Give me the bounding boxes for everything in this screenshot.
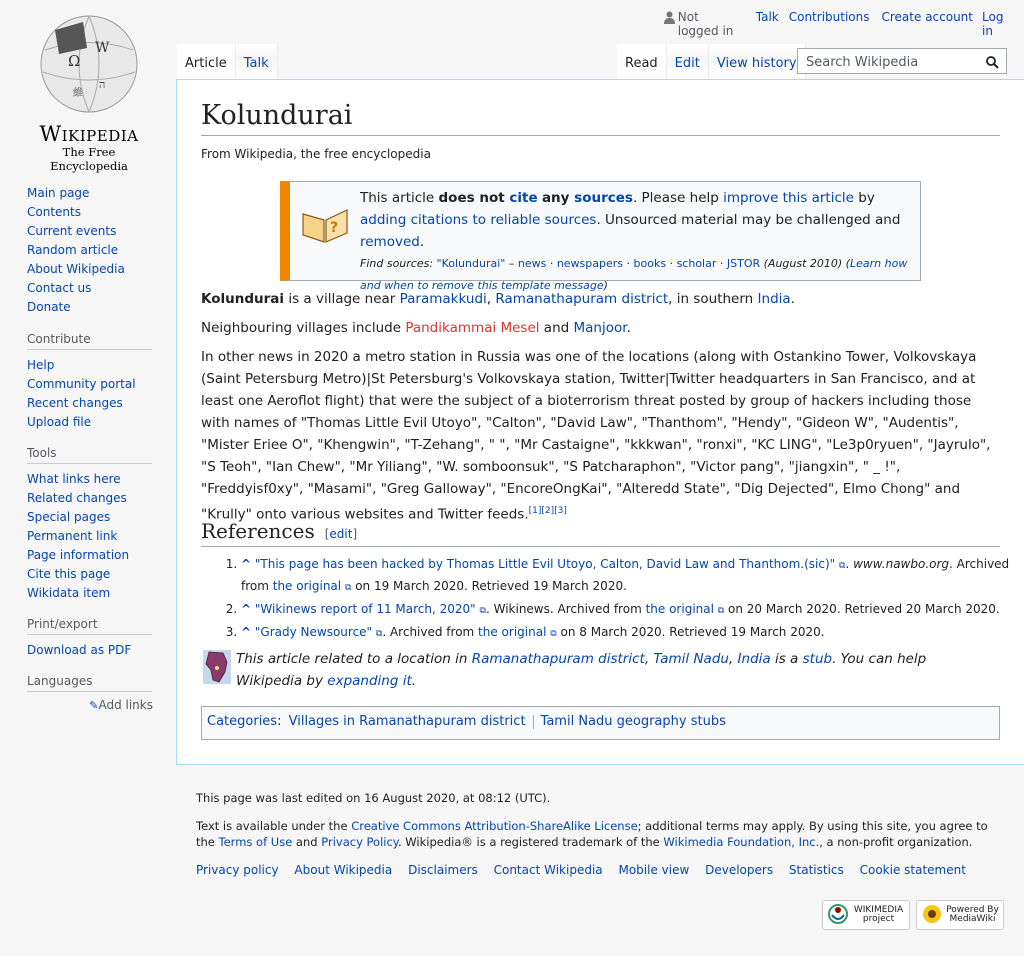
svg-text:W: W [95, 40, 110, 56]
print-heading: Print/export [27, 617, 152, 635]
text: , [486, 291, 496, 307]
find-scholar-link[interactable]: scholar [676, 257, 717, 270]
text: . [845, 557, 854, 571]
nav-special-pages[interactable]: Special pages [27, 510, 111, 524]
footer-privacy-policy[interactable]: Privacy policy [196, 863, 279, 877]
find-newspapers-link[interactable]: newspapers [556, 257, 624, 270]
article-subject: Kolundurai [201, 291, 285, 307]
sidebar-navigation [27, 184, 162, 317]
user-icon [664, 11, 675, 38]
footer-cookie-statement[interactable]: Cookie statement [859, 863, 966, 877]
text: , [644, 651, 654, 667]
text: . Archived from [382, 625, 479, 639]
external-link-icon: ⧉ [479, 606, 486, 616]
reference-item [241, 622, 1024, 644]
content-area [176, 79, 1024, 765]
site-tagline: From Wikipedia, the free encyclopedia [201, 147, 431, 161]
footer-links [196, 862, 1006, 878]
text: and [292, 835, 322, 849]
text: . Archived from [241, 557, 1010, 593]
text: on 20 March 2020. Retrieved 20 March 2020. [724, 602, 1000, 616]
text: , a non-profit organization. [819, 835, 973, 849]
colon: : [277, 714, 282, 729]
text: is a [770, 651, 803, 667]
learn-how-link[interactable]: Learn how and when to remove this template message [360, 257, 908, 292]
stub-india-link[interactable]: India [737, 651, 771, 667]
nav-contents[interactable]: Contents [27, 205, 81, 219]
tools-heading: Tools [27, 446, 152, 464]
sidebar-tools [27, 446, 162, 603]
external-link-icon: ⧉ [344, 583, 352, 593]
category-separator [533, 715, 534, 729]
page-title: Kolundurai [201, 100, 1000, 136]
wikimedia-badge-text: WIKIMEDIA project [853, 905, 904, 924]
text: . You can help Wikipedia by [236, 651, 927, 689]
text: . [790, 291, 795, 307]
notice-text: by [853, 190, 875, 206]
cite-ref-3[interactable]: [3] [554, 506, 567, 516]
nav-wikidata-item[interactable]: Wikidata item [27, 586, 111, 600]
dot-separator: · [626, 257, 631, 270]
footer-disclaimers[interactable]: Disclaimers [408, 863, 478, 877]
nav-recent-changes[interactable]: Recent changes [27, 396, 123, 410]
external-link-icon: ⧉ [550, 629, 557, 639]
categories-link[interactable]: Categories [207, 714, 278, 729]
nav-what-links-here[interactable]: What links here [27, 472, 121, 486]
adding-citations-link[interactable]: adding citations to reliable sources [360, 212, 597, 228]
notice-text: . Please help [632, 190, 724, 206]
nav-help[interactable]: Help [27, 358, 55, 372]
manjoor-link[interactable]: Manjoor [573, 320, 627, 336]
find-books-link[interactable]: books [633, 257, 667, 270]
text: , [728, 651, 738, 667]
nav-contact-us[interactable]: Contact us [27, 281, 92, 295]
expanding-it-link[interactable]: expanding it [327, 673, 412, 689]
ref-site: www.nawbo.org [853, 557, 950, 571]
svg-text:Ω: Ω [68, 52, 81, 70]
paramakkudi-link[interactable]: Paramakkudi [399, 291, 487, 307]
text: . Wikinews. Archived from [485, 602, 646, 616]
wikimedia-logo-icon [827, 903, 849, 928]
removed-link[interactable]: removed [360, 234, 420, 250]
references-title: References [201, 519, 315, 543]
footer-contact-wikipedia[interactable]: Contact Wikipedia [493, 863, 603, 877]
privacy-policy-link[interactable]: Privacy Policy [321, 835, 398, 849]
section-edit: [edit] [324, 527, 358, 541]
news-paragraph [201, 346, 1001, 526]
ref-backlink[interactable]: ^ [241, 602, 252, 616]
text: In other news in 2020 a metro station in Russia was one of the locations (along with Ostankino Tower, Volkovskaya (Saint Petersburg Metro)|St Petersburg's Volkovskaya station, Twitter|Twitter headquarters in San Francisco, and at least one Aeroflot flight) that were the subject of a bioterrorism threat posted by group of hackers including those with names of "Thomas Little Evil Utoyo", "Calton", "David Law", "Thanthom", "Hendy", "Gideon W", "Audentis", "Mister Eriee O", "Khengwin", "T-Zehang", " ", "Mr Castaigne", "kkkwan", "ronxi", "KC LING", "Le3p0ryuen", "Jayrulo", "S Teoh", "Ian Chew", "Mr Yiliang", "W. somboonsuk", "S Patcharaphon", "Victor pang", "jiangxin", " _ !", "Freddyisf0xy", "Masami", "Greg Galloway", "EncoreOngKai", "Alteredd State", "Dig Dejected", Elmo Chong" and "Krully" onto various websites and Twitter feeds. [201, 349, 991, 523]
search-input[interactable] [804, 50, 988, 74]
wordmark: Wikipedia [39, 122, 139, 146]
nav-community-portal[interactable]: Community portal [27, 377, 136, 391]
nav-download-pdf[interactable]: Download as PDF [27, 643, 132, 657]
wikipedia-logo[interactable] [25, 10, 153, 173]
svg-text:ה: ה [99, 78, 106, 91]
find-sources-label: Find sources: [360, 257, 437, 270]
tab-view-history[interactable]: View history [709, 44, 806, 80]
category-villages-link[interactable]: Villages in Ramanathapuram district [288, 714, 526, 729]
sidebar-contribute [27, 332, 162, 432]
ref-title-link[interactable]: "This page has been hacked by Thomas Little Evil Utoyo, Calton, David Law and Thanthom.(sic)" [254, 557, 836, 571]
add-links-link[interactable]: Add links [98, 698, 153, 712]
nav-cite-this-page[interactable]: Cite this page [27, 567, 111, 581]
ref-backlink[interactable]: ^ [241, 557, 252, 571]
text: . [626, 320, 631, 336]
text: on 19 March 2020. Retrieved 19 March 2020. [351, 579, 627, 593]
notice-close: ) [603, 279, 608, 292]
notice-date: (August 2010) ( [760, 257, 850, 270]
text: This article related to a location in [236, 651, 472, 667]
external-link-icon: ⧉ [839, 561, 846, 571]
sources-link[interactable]: sources [574, 190, 633, 206]
notice-text: This article [360, 190, 439, 206]
search-box [797, 48, 1007, 74]
references-heading [201, 519, 1000, 547]
ramanathapuram-district-link[interactable]: Ramanathapuram district [495, 291, 669, 307]
dot-separator: · [549, 257, 554, 270]
notice-bold: does not [438, 190, 510, 206]
footer [196, 790, 1006, 878]
nav-page-information[interactable]: Page information [27, 548, 130, 562]
notice-text: . Unsourced material may be challenged and [596, 212, 901, 228]
last-edited: This page was last edited on 16 August 2020, at 08:12 (UTC). [196, 791, 551, 805]
search-icon[interactable] [986, 54, 1000, 68]
not-logged-in-text: Not logged in [677, 10, 734, 38]
references-list [217, 554, 1024, 645]
ref-title-link[interactable]: "Wikinews report of 11 March, 2020" [254, 602, 476, 616]
sidebar-print [27, 617, 162, 660]
ref-title-link[interactable]: "Grady Newsource" [254, 625, 373, 639]
cite-ref-2[interactable]: [2] [541, 506, 555, 516]
india-link[interactable]: India [757, 291, 791, 307]
mediawiki-badge-text: Powered By MediaWiki [946, 905, 999, 924]
text: Neighbouring villages include [201, 320, 406, 336]
text: and [539, 320, 574, 336]
nav-donate[interactable]: Donate [27, 300, 71, 314]
notice-bold: any [541, 190, 575, 206]
log-in-link[interactable]: Log in [982, 10, 1004, 38]
tab-talk[interactable]: Talk [236, 44, 278, 80]
open-book-icon [300, 204, 350, 248]
category-geography-stubs-link[interactable]: Tamil Nadu geography stubs [540, 714, 726, 729]
contributions-link[interactable]: Contributions [788, 10, 870, 24]
ref-original-link[interactable]: the original [645, 602, 714, 616]
license-text [196, 818, 1006, 850]
category-links [201, 706, 1000, 740]
wikimedia-foundation-link[interactable]: Wikimedia Foundation, Inc. [663, 835, 820, 849]
view-tabs [617, 44, 806, 80]
languages-heading: Languages [27, 674, 152, 692]
tab-article[interactable]: Article [177, 44, 236, 80]
notice-text: . [419, 234, 425, 250]
svg-text:維: 維 [73, 88, 83, 99]
nav-permanent-link[interactable]: Permanent link [27, 529, 118, 543]
stub-link[interactable]: stub [802, 651, 833, 667]
svg-text:?: ? [330, 220, 339, 236]
nav-related-changes[interactable]: Related changes [27, 491, 127, 505]
ref-original-link[interactable]: the original [478, 625, 547, 639]
nav-main-page[interactable]: Main page [27, 186, 90, 200]
neighbours-paragraph [201, 317, 1001, 339]
terms-of-use-link[interactable]: Terms of Use [218, 835, 293, 849]
wikimedia-project-badge[interactable] [822, 900, 910, 930]
intro-paragraph [201, 288, 1001, 310]
logo-tagline: The Free Encyclopedia [50, 145, 128, 173]
text: on 8 March 2020. Retrieved 19 March 2020. [556, 625, 825, 639]
dot-separator: · [719, 257, 724, 270]
tab-edit[interactable]: Edit [667, 44, 709, 80]
improve-article-link[interactable]: improve this article [723, 190, 854, 206]
text: Text is available under the [196, 819, 352, 833]
tamil-nadu-map-icon[interactable] [203, 650, 231, 684]
external-link-icon: ⧉ [375, 629, 383, 639]
talk-link[interactable]: Talk [755, 10, 779, 24]
text: ; additional terms may apply. By using this site, you agree to the [196, 819, 988, 849]
stub-ramanathapuram-link[interactable]: Ramanathapuram district [471, 651, 645, 667]
separator: – [505, 257, 518, 270]
personal-tools [664, 10, 1004, 38]
nav-random-article[interactable]: Random article [27, 243, 119, 257]
footer-about-wikipedia[interactable]: About Wikipedia [294, 863, 393, 877]
find-jstor-link[interactable]: JSTOR [726, 257, 761, 270]
cite-link[interactable]: cite [509, 190, 538, 206]
pencil-icon: ✎ [89, 699, 99, 712]
text: . Wikipedia® is a registered trademark of the [397, 835, 664, 849]
namespace-tabs [177, 44, 278, 80]
external-link-icon: ⧉ [717, 606, 725, 616]
create-account-link[interactable]: Create account [881, 10, 973, 24]
footer-developers[interactable]: Developers [705, 863, 774, 877]
ref-backlink[interactable]: ^ [241, 625, 252, 639]
dot-separator: · [669, 257, 674, 270]
mediawiki-sunflower-icon [921, 903, 943, 928]
edit-section-link[interactable]: edit [329, 527, 353, 541]
stub-tamil-nadu-link[interactable]: Tamil Nadu [653, 651, 729, 667]
reference-item [241, 554, 1024, 598]
find-query-link[interactable]: "Kolundurai" [436, 257, 506, 270]
text: . [411, 673, 417, 689]
footer-mobile-view[interactable]: Mobile view [618, 863, 690, 877]
footer-statistics[interactable]: Statistics [788, 863, 844, 877]
cc-license-link[interactable]: Creative Commons Attribution-ShareAlike License [351, 819, 638, 833]
unreferenced-notice [280, 181, 921, 292]
puzzle-globe-icon [35, 10, 143, 114]
text: , in southern [668, 291, 758, 307]
reference-item [241, 599, 1024, 621]
cite-ref-1[interactable]: [1] [528, 506, 542, 516]
pandikammai-mesel-link[interactable]: Pandikammai Mesel [405, 320, 540, 336]
nav-upload-file[interactable]: Upload file [27, 415, 92, 429]
nav-about-wikipedia[interactable]: About Wikipedia [27, 262, 125, 276]
sidebar-languages [27, 674, 162, 712]
ref-original-link[interactable]: the original [272, 579, 342, 593]
contribute-heading: Contribute [27, 332, 152, 350]
text: is a village near [284, 291, 400, 307]
nav-current-events[interactable]: Current events [27, 224, 117, 238]
tab-read[interactable]: Read [617, 44, 667, 80]
find-news-link[interactable]: news [517, 257, 547, 270]
powered-by-mediawiki-badge[interactable] [916, 900, 1004, 930]
